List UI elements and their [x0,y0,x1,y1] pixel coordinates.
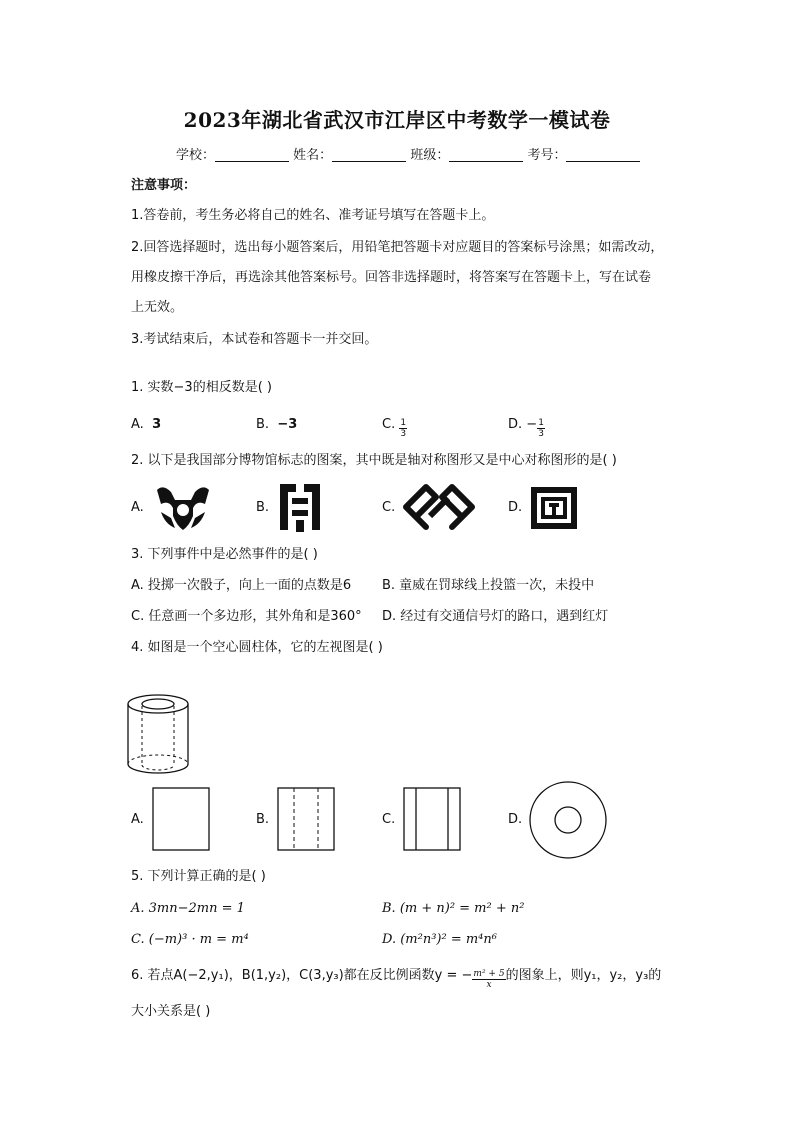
exam-no-label: 考号： [527,148,567,163]
q6-function-fraction: $\frac{\text{m² + 5}}{x}$ [473,969,505,990]
note-2-line-2: 用橡皮擦干净后，再选涂其他答案标号。回答非选择题时，将答案写在答题卡上，写在试卷 [131,270,652,285]
q3-option-d: D. 经过有交通信号灯的路口，遇到红灯 [382,609,609,624]
name-blank [332,147,406,162]
notes-heading: 注意事项： [131,178,197,193]
q1-a-value: 3 [152,417,162,432]
q3-option-b: B. 童威在罚球线上投篮一次，未投中 [382,578,595,593]
q3-stem: 3. 下列事件中是必然事件的是( ) [131,547,318,562]
note-2-line-3: 上无效。 [131,300,184,315]
note-1: 1.答卷前，考生务必将自己的姓名、准考证号填写在答题卡上。 [131,208,495,223]
q4-label-a: A. [131,812,144,827]
q2-label-c: C. [382,500,396,515]
q5-option-d: D. (m²n³)² = m⁴n⁶ [382,932,497,947]
q6-stem-line-2: 大小关系是( ) [131,1004,211,1019]
q2-label-a: A. [131,500,144,515]
q4-label-b: B. [256,812,270,827]
q3-option-a: A. 投掷一次骰子，向上一面的点数是6 [131,578,352,593]
q4-option-d-figure [528,780,608,860]
hollow-cylinder-figure [124,692,194,778]
q3-option-c: C. 任意画一个多边形，其外角和是360° [131,609,362,624]
school-label: 学校： [176,148,216,163]
note-2-line-1: 2.回答选择题时，选出每小题答案后，用铅笔把答题卡对应题目的答案标号涂黑；如需改动， [131,240,664,255]
class-blank [449,147,523,162]
q5-stem: 5. 下列计算正确的是( ) [131,869,266,884]
q4-option-a-figure [151,786,211,852]
q1-option-c: C. $\frac{1}{3}$ [382,417,407,439]
page-title: 2023年湖北省武汉市江岸区中考数学一模试卷 [183,108,611,132]
q2-label-b: B. [256,500,270,515]
museum-logo-d-icon [529,485,579,531]
student-info-line [176,144,640,163]
q5-option-a: A. 3mn−2mn = 1 [131,901,245,916]
q1-option-b: B. −3 [256,417,298,432]
q1-b-value: −3 [277,417,298,432]
exam-no-blank [566,147,640,162]
q1-d-fraction: $\frac{1}{3}$ [538,418,544,439]
museum-logo-a-icon [153,482,213,532]
q4-option-c-figure [402,786,462,852]
museum-logo-c-icon [402,482,476,532]
q2-stem: 2. 以下是我国部分博物馆标志的图案，其中既是轴对称图形又是中心对称图形的是( ) [131,453,617,468]
q6-stem-line-1: 6. 若点A(−2,y₁)，B(1,y₂)，C(3,y₃)都在反比例函数y = − $\frac{\text{m² + 5}}{x}$ 的图象上，则y₁，y₂，y₃的 [131,968,662,990]
q1-stem: 1. 实数−3的相反数是( ) [131,380,272,395]
q2-label-d: D. [508,500,523,515]
q1-option-a: A. 3 [131,417,162,432]
q4-stem: 4. 如图是一个空心圆柱体，它的左视图是( ) [131,640,383,655]
name-label: 姓名： [293,148,333,163]
class-label: 班级： [410,148,450,163]
q1-option-d: D. − $\frac{1}{3}$ [508,417,544,439]
q4-option-b-figure [276,786,336,852]
q1-c-fraction: $\frac{1}{3}$ [400,418,407,439]
q4-label-c: C. [382,812,396,827]
note-3: 3.考试结束后，本试卷和答题卡一并交回。 [131,332,378,347]
q5-option-c: C. (−m)³ · m = m⁴ [131,932,249,947]
q4-label-d: D. [508,812,523,827]
q5-option-b: B. (m + n)² = m² + n² [382,901,525,916]
school-blank [215,147,289,162]
museum-logo-b-icon [276,480,324,534]
